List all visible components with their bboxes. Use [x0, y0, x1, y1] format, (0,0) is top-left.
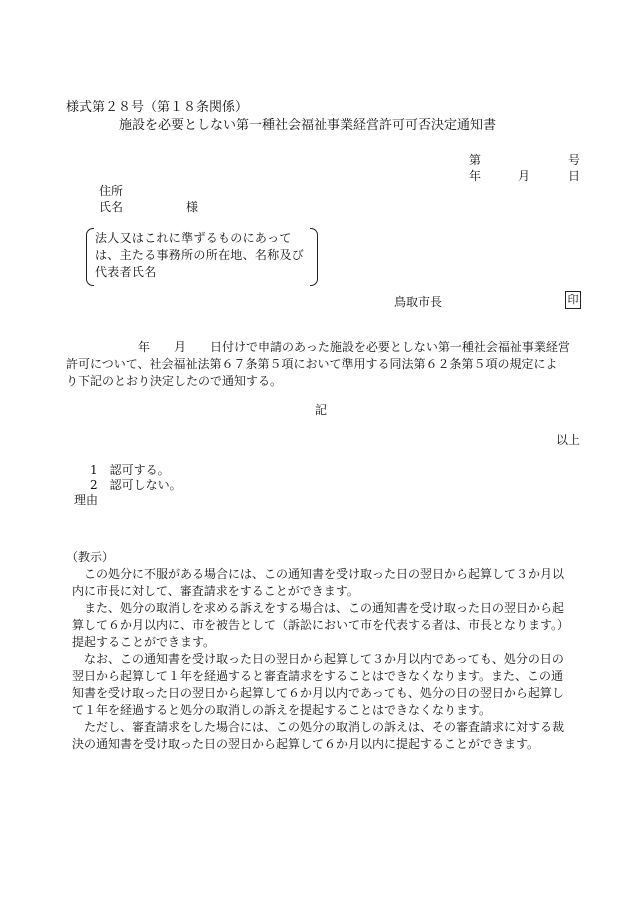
instruction-line: この処分に不服がある場合には、この通知書を受け取った日の翌日から起算して３か月以	[72, 567, 565, 581]
date-year-label: 年	[469, 169, 482, 183]
decision-item-deny: 2 認可しない。	[90, 478, 182, 492]
body-paragraph	[66, 339, 581, 390]
seal-stamp: 印	[565, 291, 581, 309]
name-label: 氏名	[99, 200, 124, 214]
doc-number-suffix: 号	[568, 153, 581, 167]
corporate-note-line: 法人又はこれに準ずるものにあって	[95, 231, 292, 245]
issuer-name: 鳥取市長	[394, 295, 443, 309]
corporate-note	[86, 228, 318, 286]
corporate-note-lines	[95, 230, 304, 281]
honorific: 様	[186, 200, 199, 214]
body-line: り下記のとおり決定したので通知する。	[66, 374, 283, 388]
reason-label: 理由	[74, 493, 99, 507]
date-month-label: 月	[518, 169, 531, 183]
corporate-note-line: は、主たる事務所の所在地、名称及び	[95, 248, 305, 262]
ijo-closing: 以上	[556, 433, 581, 447]
instruction-line: 翌日から起算して１年を経過すると審査請求をすることはできなくなります。また、この通	[72, 669, 564, 683]
date-day-label: 日	[568, 169, 581, 183]
instruction-line: なお、この通知書を受け取った日の翌日から起算して３か月以内であっても、処分の日の	[72, 652, 564, 666]
instruction-heading: （教示）	[66, 550, 115, 564]
document-title: 施設を必要としない第一種社会福祉事業経営許可可否決定通知書	[119, 118, 497, 133]
bracket-right	[310, 228, 318, 286]
decision-item-approve: 1 認可する。	[90, 463, 170, 477]
instruction-line: また、処分の取消しを求める訴えをする場合は、この通知書を受け取った日の翌日から起	[72, 601, 565, 615]
instruction-line: 算して６か月以内に、市を被告として（訴訟において市を代表する者は、市長となります。）	[72, 618, 570, 632]
doc-number-prefix: 第	[469, 153, 482, 167]
corporate-note-line: 代表者氏名	[95, 265, 157, 279]
instruction-line: ただし、審査請求をした場合には、この処分の取消しの訴えは、その審査請求に対する裁	[72, 720, 565, 734]
body-line: 年 月 日付けで申請のあった施設を必要としない第一種社会福祉事業経営	[66, 340, 570, 354]
body-line: 許可について、社会福祉法第６７条第５項において準用する同法第６２条第５項の規定によ	[66, 357, 558, 371]
form-number: 様式第２８号（第１８条関係）	[66, 100, 249, 115]
instruction-line: て１年を経過すると処分の取消しの訴えを提起することはできなくなります。	[72, 703, 492, 717]
address-label: 住所	[99, 184, 124, 198]
instruction-line: 提起することができます。	[72, 635, 216, 649]
instruction-line: 内に市長に対して、審査請求をすることができます。	[72, 584, 359, 598]
instruction-text	[72, 566, 584, 753]
instruction-line: 決の通知書を受け取った日の翌日から起算して６か月以内に提起することができます。	[72, 737, 540, 751]
instruction-line: 知書を受け取った日の翌日から起算して６か月以内であっても、処分の日の翌日から起算し	[72, 686, 564, 700]
ki-heading: 記	[315, 403, 328, 417]
bracket-left	[86, 228, 94, 286]
